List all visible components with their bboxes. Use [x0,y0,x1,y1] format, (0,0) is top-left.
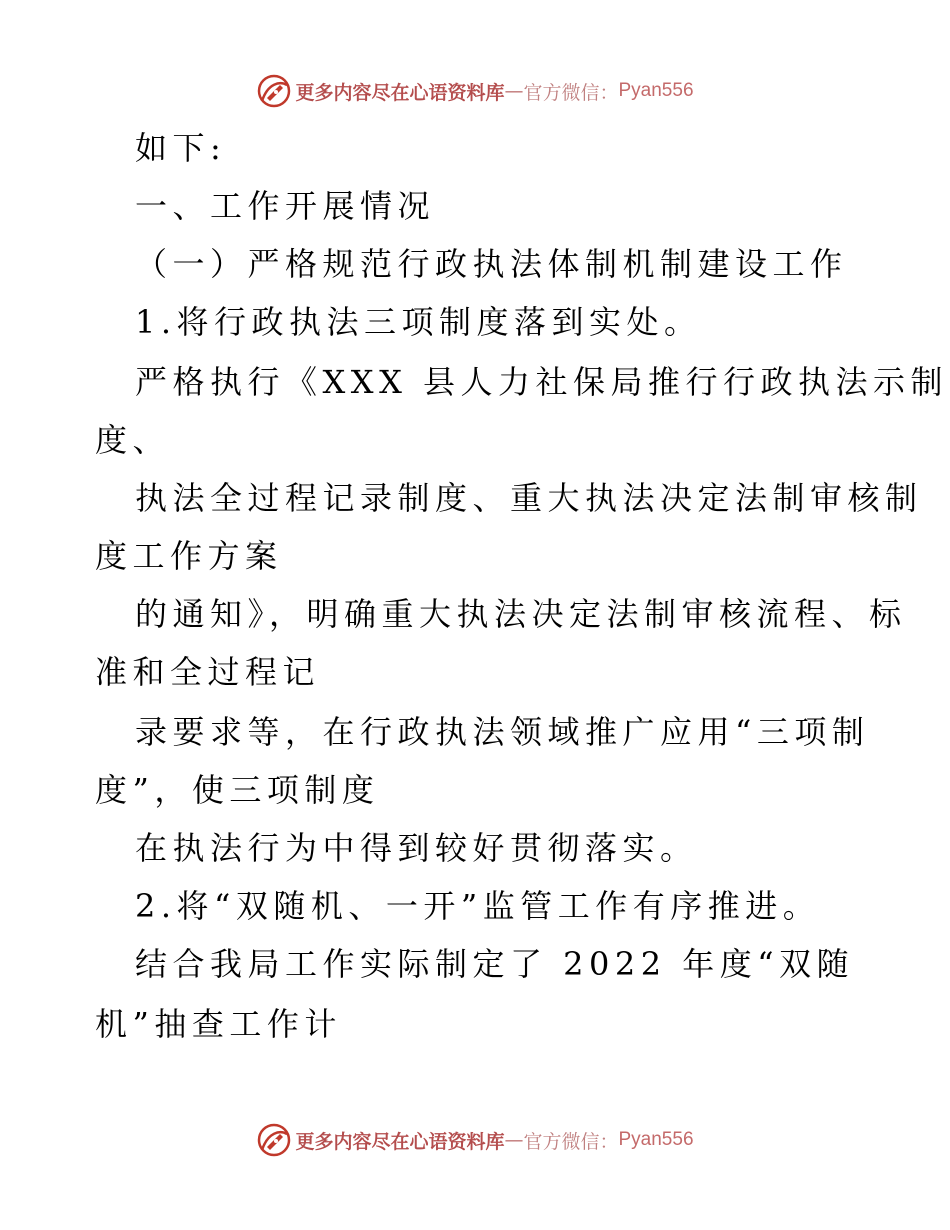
doc-line: 度”，使三项制度 [95,771,380,809]
doc-line: 的通知》，明确重大执法决定法制审核流程、标 [135,595,907,633]
doc-line: 在执法行为中得到较好贯彻落实。 [135,829,698,867]
watermark-wechat-id: Pyan556 [618,1129,694,1150]
watermark-wechat-id: Pyan556 [618,80,694,101]
subsection-heading: （一）严格规范行政执法体制机制建设工作 [135,245,848,283]
doc-line: 严格执行《XXX 县人力社保局推行行政执法示制 [135,363,949,401]
item-heading: 1.将行政执法三项制度落到实处。 [135,303,702,341]
watermark-official-label: 官方微信： [523,1130,619,1153]
pen-logo-icon [256,1122,292,1158]
watermark-dash: — [504,1129,524,1151]
watermark-dash: — [504,80,524,102]
doc-line: 度工作方案 [95,537,283,575]
doc-line: 度、 [95,421,171,459]
doc-line: 机”抽查工作计 [95,1005,342,1043]
doc-line: 执法全过程记录制度、重大执法决定法制审核制 [135,479,923,517]
doc-line: 如下: [135,129,227,167]
watermark-brand: 更多内容尽在心语资料库 [295,81,505,104]
doc-line: 准和全过程记 [95,653,321,691]
doc-line: 结合我局工作实际制定了 2022 年度“双随 [135,945,855,983]
watermark-footer [0,1120,950,1160]
doc-line: 录要求等，在行政执法领域推广应用“三项制 [135,713,870,751]
item-heading: 2.将“双随机、一开”监管工作有序推进。 [135,887,821,925]
watermark-official-label: 官方微信： [523,81,619,104]
pen-logo-icon [256,73,292,109]
section-heading: 一、工作开展情况 [135,187,436,225]
watermark-brand: 更多内容尽在心语资料库 [295,1130,505,1153]
watermark-header [0,71,950,111]
